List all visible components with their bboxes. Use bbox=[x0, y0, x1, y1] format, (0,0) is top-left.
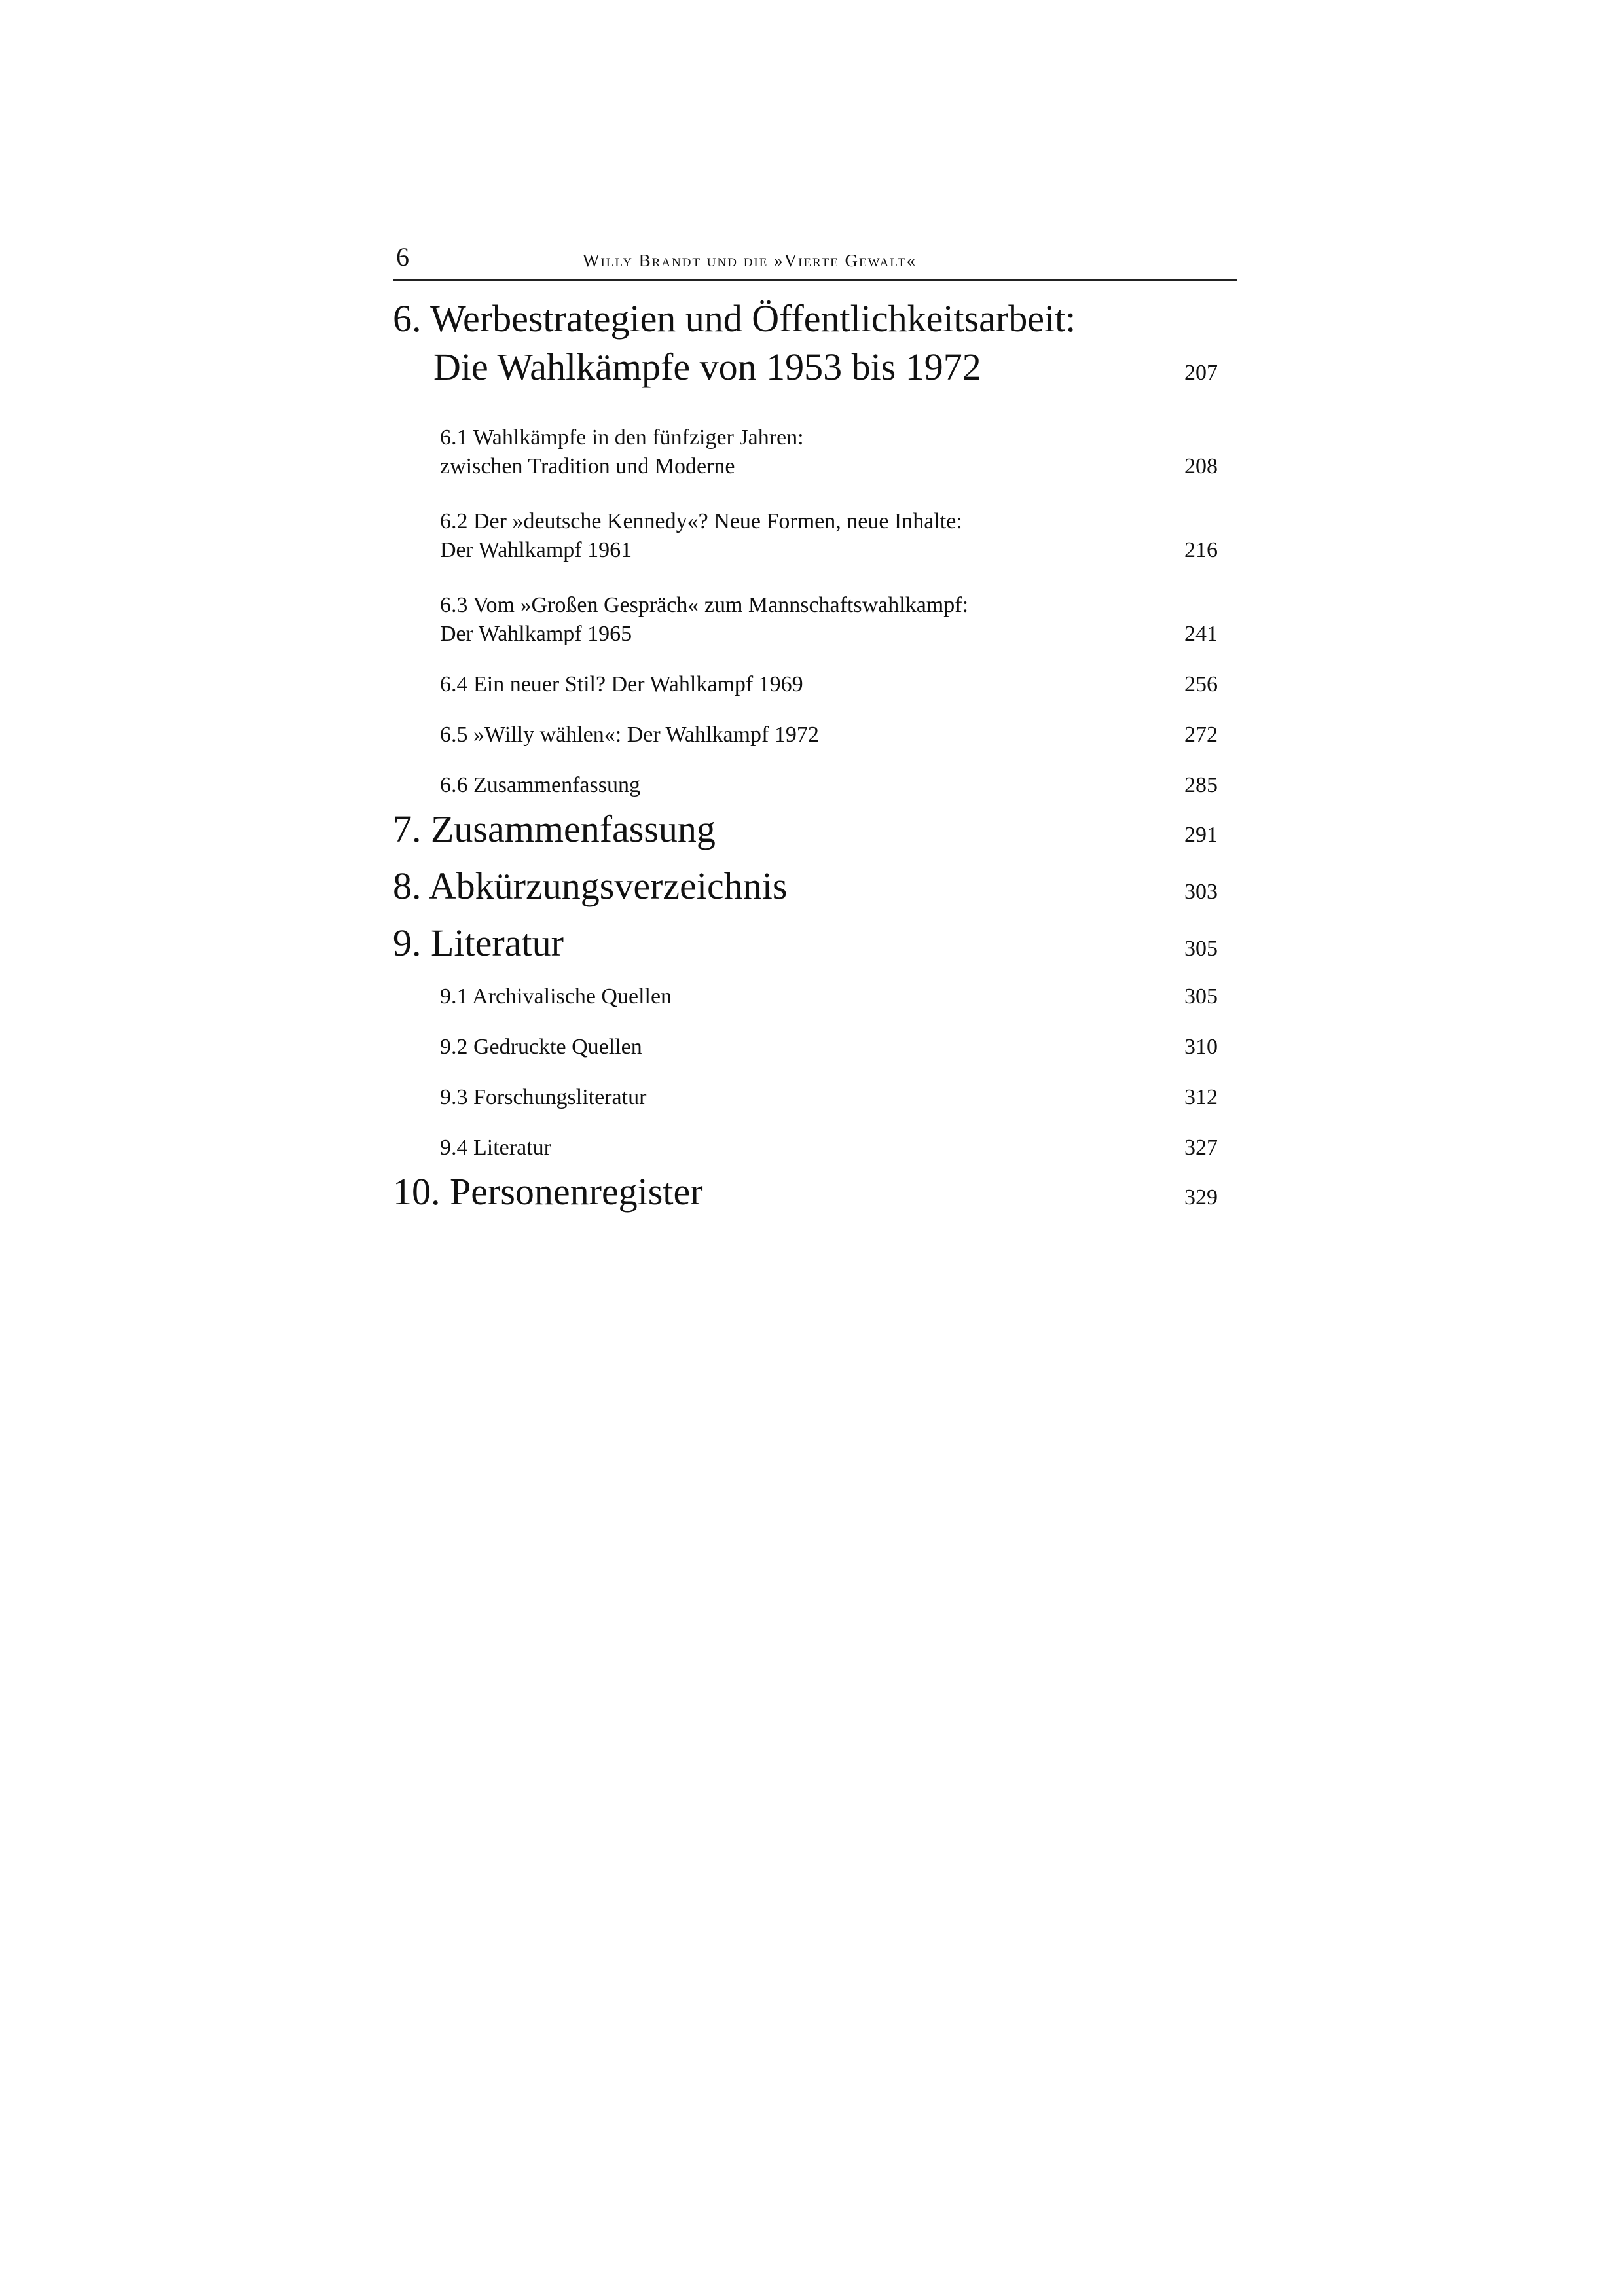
toc-page-number: 305 bbox=[1184, 984, 1218, 1009]
header-rule bbox=[393, 279, 1237, 281]
running-title: Willy Brandt und die »Vierte Gewalt« bbox=[583, 251, 917, 270]
toc-section-6-4[interactable] bbox=[393, 670, 1218, 699]
toc-chapter-title-cont: Die Wahlkämpfe von 1953 bis 1972 bbox=[433, 346, 981, 388]
leader-dots bbox=[806, 675, 1182, 692]
leader-dots bbox=[737, 457, 1182, 475]
toc-chapter-title: 6. Werbestrategien und Öffentlichkeitsarbeit: bbox=[393, 297, 1076, 340]
toc-section-9-3[interactable] bbox=[393, 1083, 1218, 1112]
leader-dots bbox=[822, 726, 1182, 743]
table-of-contents bbox=[393, 295, 1218, 1222]
toc-page-number: 241 bbox=[1184, 622, 1218, 646]
leader-dots bbox=[649, 1088, 1182, 1105]
toc-page-number: 305 bbox=[1184, 937, 1218, 961]
toc-page-number: 291 bbox=[1184, 823, 1218, 847]
toc-section-6-1[interactable] bbox=[393, 423, 1218, 481]
toc-chapter-6[interactable] bbox=[393, 295, 1218, 397]
leader-dots bbox=[718, 829, 1182, 843]
toc-section-9-1[interactable] bbox=[393, 982, 1218, 1011]
toc-section-title: 9.1 Archivalische Quellen bbox=[440, 984, 672, 1009]
toc-page-number: 207 bbox=[1184, 361, 1218, 385]
toc-section-6-2[interactable] bbox=[393, 507, 1218, 565]
leader-dots bbox=[790, 886, 1182, 900]
toc-chapter-title: 10. Personenregister bbox=[393, 1170, 703, 1213]
toc-page-number: 208 bbox=[1184, 454, 1218, 478]
leader-dots bbox=[643, 776, 1182, 793]
toc-chapter-title: 8. Abkürzungsverzeichnis bbox=[393, 865, 788, 907]
leader-dots bbox=[566, 942, 1182, 957]
leader-dots bbox=[634, 541, 1182, 558]
leader-dots bbox=[554, 1139, 1182, 1156]
toc-section-title-cont: Der Wahlkampf 1965 bbox=[440, 622, 632, 646]
toc-page-number: 285 bbox=[1184, 773, 1218, 797]
toc-chapter-7[interactable] bbox=[393, 805, 1218, 859]
toc-chapter-title: 9. Literatur bbox=[393, 922, 564, 964]
toc-page-number: 312 bbox=[1184, 1085, 1218, 1109]
toc-page-number: 329 bbox=[1184, 1185, 1218, 1210]
toc-page-number: 216 bbox=[1184, 538, 1218, 562]
toc-section-title: 9.2 Gedruckte Quellen bbox=[440, 1035, 642, 1059]
toc-chapter-9[interactable] bbox=[393, 919, 1218, 973]
toc-section-6-5[interactable] bbox=[393, 721, 1218, 749]
toc-section-6-3[interactable] bbox=[393, 591, 1218, 649]
toc-section-title: 6.1 Wahlkämpfe in den fünfziger Jahren: bbox=[440, 425, 804, 450]
toc-page-number: 310 bbox=[1184, 1035, 1218, 1059]
toc-section-title: 6.6 Zusammenfassung bbox=[440, 773, 640, 797]
toc-page-number: 256 bbox=[1184, 672, 1218, 696]
toc-page-number: 272 bbox=[1184, 723, 1218, 747]
toc-section-title-cont: Der Wahlkampf 1961 bbox=[440, 538, 632, 562]
toc-section-title: 9.4 Literatur bbox=[440, 1136, 551, 1160]
toc-section-6-6[interactable] bbox=[393, 771, 1218, 800]
toc-chapter-10[interactable] bbox=[393, 1168, 1218, 1222]
toc-page-number: 327 bbox=[1184, 1136, 1218, 1160]
toc-section-9-4[interactable] bbox=[393, 1134, 1218, 1162]
toc-chapter-8[interactable] bbox=[393, 862, 1218, 916]
toc-section-9-2[interactable] bbox=[393, 1033, 1218, 1062]
leader-dots bbox=[634, 625, 1182, 642]
toc-section-title: 6.5 »Willy wählen«: Der Wahlkampf 1972 bbox=[440, 723, 819, 747]
toc-section-title: 6.2 Der »deutsche Kennedy«? Neue Formen, neue Inhalte: bbox=[440, 509, 962, 533]
toc-section-title: 6.3 Vom »Großen Gespräch« zum Mannschaftswahlkampf: bbox=[440, 593, 969, 617]
leader-dots bbox=[984, 367, 1182, 381]
leader-dots bbox=[706, 1191, 1182, 1206]
toc-chapter-title: 7. Zusammenfassung bbox=[393, 808, 716, 850]
page-header bbox=[393, 241, 1237, 279]
toc-section-title-cont: zwischen Tradition und Moderne bbox=[440, 454, 735, 478]
toc-page-number: 303 bbox=[1184, 880, 1218, 904]
leader-dots bbox=[674, 988, 1182, 1005]
leader-dots bbox=[645, 1038, 1182, 1055]
toc-section-title: 6.4 Ein neuer Stil? Der Wahlkampf 1969 bbox=[440, 672, 803, 696]
toc-section-title: 9.3 Forschungsliteratur bbox=[440, 1085, 647, 1109]
page-number: 6 bbox=[396, 242, 409, 272]
